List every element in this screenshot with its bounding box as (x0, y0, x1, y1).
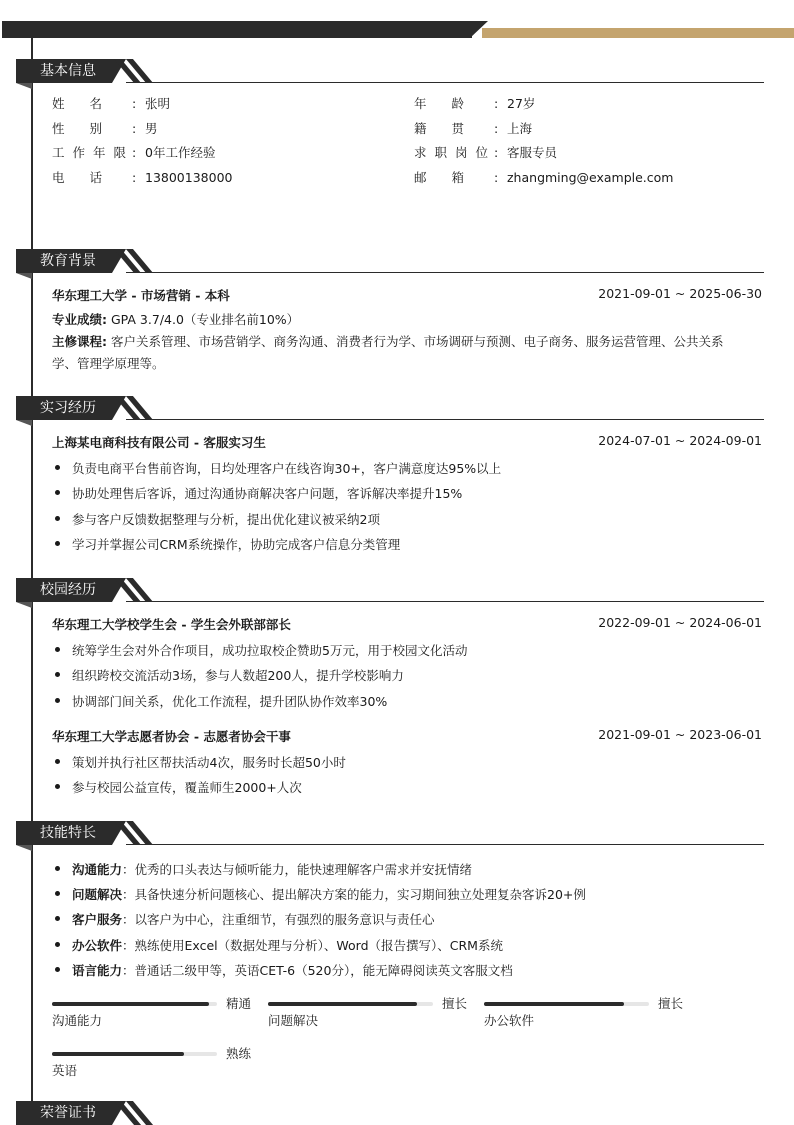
value: 男 (145, 121, 158, 136)
bullet-dot (55, 916, 60, 921)
list-item: 参与校园公益宣传，覆盖师生2000+人次 (72, 780, 302, 795)
section-title: 实习经历 (16, 396, 112, 420)
skill-bar-track (268, 1002, 433, 1006)
fold-decoration (16, 602, 32, 608)
section-header-campus (16, 578, 764, 602)
list-item: 统筹学生会对外合作项目，成功拉取校企赞助5万元，用于校园文化活动 (72, 643, 468, 658)
skill-label: 沟通能力 (72, 862, 123, 877)
skill-text: ：优秀的口头表达与倾听能力，能快速理解客户需求并安抚情绪 (122, 862, 473, 877)
skill-item (72, 936, 503, 954)
fold-decoration (16, 420, 32, 426)
skill-text: ：熟练使用Excel（数据处理与分析）、Word（报告撰写）、CRM系统 (122, 938, 503, 953)
bullet-dot (55, 891, 60, 896)
skill-name: 沟通能力 (52, 1013, 103, 1028)
fold-decoration (16, 845, 32, 851)
label: 年龄 (414, 96, 464, 111)
skill-bar-track (484, 1002, 649, 1006)
education-grade (52, 309, 762, 331)
colon: : (132, 145, 137, 160)
skill-bar (52, 996, 252, 1036)
section-header-basic (16, 59, 764, 83)
label: 求职岗位 (414, 145, 488, 160)
education-title: 华东理工大学 - 市场营销 - 本科 (52, 288, 230, 303)
skill-name: 办公软件 (484, 1013, 535, 1028)
skill-bar (52, 1046, 252, 1086)
grade-label: 专业成绩: (52, 312, 107, 327)
section-rule (126, 82, 764, 83)
skill-name: 问题解决 (268, 1013, 319, 1028)
colon: : (132, 121, 137, 136)
bullet-dot (55, 465, 60, 470)
skill-bar-fill (52, 1002, 209, 1006)
value: 13800138000 (145, 170, 233, 185)
skill-bar-track (52, 1002, 217, 1006)
list-item: 策划并执行社区帮扶活动4次，服务时长超50小时 (72, 755, 346, 770)
value: 27岁 (507, 96, 536, 111)
colon: : (132, 170, 137, 185)
label: 邮箱 (414, 170, 464, 185)
list-item: 组织跨校交流活动3场，参与人数超200人，提升学校影响力 (72, 668, 404, 683)
section-title: 教育背景 (16, 249, 112, 273)
skill-item (72, 885, 586, 903)
skill-text: ：普通话二级甲等，英语CET-6（520分），能无障碍阅读英文客服文档 (122, 963, 513, 978)
section-header-internship (16, 396, 764, 420)
section-header-skills (16, 821, 764, 845)
bullet-dot (55, 784, 60, 789)
list-item: 负责电商平台售前咨询，日均处理客户在线咨询30+，客户满意度达95%以上 (72, 461, 502, 476)
value: 张明 (145, 96, 171, 111)
bullet-dot (55, 672, 60, 677)
header-gold-bar (482, 28, 794, 38)
colon: : (494, 145, 499, 160)
campus-date: 2022-09-01 ~ 2024-06-01 (598, 615, 762, 630)
skill-bar-fill (484, 1002, 624, 1006)
value: 0年工作经验 (145, 145, 216, 160)
skill-bar (484, 996, 684, 1036)
internship-title: 上海某电商科技有限公司 - 客服实习生 (52, 435, 266, 450)
skill-item (72, 860, 472, 878)
section-rule (126, 419, 764, 420)
colon: : (494, 121, 499, 136)
bullet-dot (55, 647, 60, 652)
bullet-dot (55, 490, 60, 495)
label: 性别 (52, 121, 102, 136)
campus-title: 华东理工大学校学生会 - 学生会外联部部长 (52, 617, 291, 632)
colon: : (494, 96, 499, 111)
skill-bar-track (52, 1052, 217, 1056)
bullet-dot (55, 516, 60, 521)
skill-bar-fill (52, 1052, 184, 1056)
value: 客服专员 (507, 145, 558, 160)
label: 姓名 (52, 96, 102, 111)
list-item: 参与客户反馈数据整理与分析，提出优化建议被采纳2项 (72, 512, 380, 527)
section-rule (126, 601, 764, 602)
internship-date: 2024-07-01 ~ 2024-09-01 (598, 433, 762, 448)
skill-text: ：具备快速分析问题核心、提出解决方案的能力，实习期间独立处理复杂客诉20+例 (122, 887, 586, 902)
section-rule (126, 844, 764, 845)
fold-decoration (16, 273, 32, 279)
skill-level: 熟练 (226, 1046, 252, 1061)
skill-level: 精通 (226, 996, 252, 1011)
skill-label: 语言能力 (72, 963, 123, 978)
skill-name: 英语 (52, 1063, 78, 1078)
skill-item (72, 961, 513, 979)
section-title: 校园经历 (16, 578, 112, 602)
label: 电话 (52, 170, 102, 185)
section-header-honors (16, 1101, 764, 1125)
fold-decoration (16, 83, 32, 89)
campus-date: 2021-09-01 ~ 2023-06-01 (598, 727, 762, 742)
section-rule (126, 272, 764, 273)
skill-label: 问题解决 (72, 887, 123, 902)
value: zhangming@example.com (507, 170, 674, 185)
courses-value: 客户关系管理、市场营销学、商务沟通、消费者行为学、市场调研与预测、电子商务、服务运营管理、公共关系 (110, 334, 724, 349)
skill-label: 办公软件 (72, 938, 123, 953)
skill-level: 擅长 (442, 996, 468, 1011)
skill-bar-fill (268, 1002, 417, 1006)
list-item: 协助处理售后客诉，通过沟通协商解决客户问题，客诉解决率提升15% (72, 486, 463, 501)
list-item: 协调部门间关系，优化工作流程，提升团队协作效率30% (72, 694, 388, 709)
skill-label: 客户服务 (72, 912, 123, 927)
campus-title: 华东理工大学志愿者协会 - 志愿者协会干事 (52, 729, 291, 744)
education-courses (52, 331, 762, 353)
section-header-education (16, 249, 764, 273)
bullet-dot (55, 698, 60, 703)
courses-label: 主修课程: (52, 334, 107, 349)
label: 工作年限 (52, 145, 126, 160)
label: 籍贯 (414, 121, 464, 136)
bullet-dot (55, 967, 60, 972)
section-title: 基本信息 (16, 59, 112, 83)
education-courses-cont: 学、管理学原理等。 (52, 356, 165, 371)
grade-value: GPA 3.7/4.0（专业排名前10%） (110, 312, 300, 327)
section-title: 荣誉证书 (16, 1101, 112, 1125)
education-date: 2021-09-01 ~ 2025-06-30 (598, 286, 762, 301)
skill-text: ：以客户为中心，注重细节，有强烈的服务意识与责任心 (122, 912, 435, 927)
bullet-dot (55, 942, 60, 947)
colon: : (132, 96, 137, 111)
header-dark-bar (2, 21, 472, 38)
skill-level: 擅长 (658, 996, 684, 1011)
value: 上海 (507, 121, 533, 136)
section-title: 技能特长 (16, 821, 112, 845)
skill-item (72, 910, 435, 928)
bullet-dot (55, 866, 60, 871)
bullet-dot (55, 759, 60, 764)
list-item: 学习并掌握公司CRM系统操作，协助完成客户信息分类管理 (72, 537, 401, 552)
bullet-dot (55, 541, 60, 546)
skill-bar (268, 996, 468, 1036)
colon: : (494, 170, 499, 185)
